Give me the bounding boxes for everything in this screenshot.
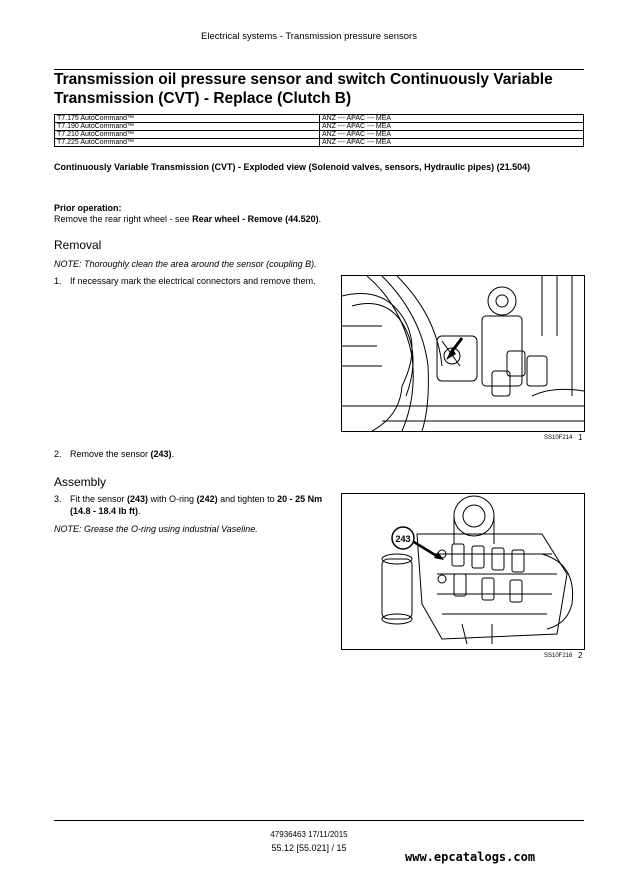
sensor-ref: (243) xyxy=(127,494,149,504)
figure-2 xyxy=(341,493,585,650)
figure-1-number: 1 xyxy=(578,433,583,442)
running-head: Electrical systems - Transmission pressure sensors xyxy=(201,31,417,42)
prior-text: Remove the rear right wheel - see xyxy=(54,214,193,224)
step-3-text xyxy=(70,493,326,517)
table-row xyxy=(55,123,584,131)
region-cell: ANZ --- APAC --- MEA xyxy=(320,139,584,147)
o-ring-ref: (242) xyxy=(196,494,218,504)
step-3-part: Fit the sensor xyxy=(70,494,128,504)
step-number: 3. xyxy=(54,494,62,504)
rear-wheel-link[interactable]: Rear wheel - Remove (44.520) xyxy=(192,214,319,224)
region-cell: ANZ --- APAC --- MEA xyxy=(320,131,584,139)
removal-note: NOTE: Thoroughly clean the area around the sensor (coupling B). xyxy=(54,259,317,269)
step-number: 1. xyxy=(54,276,62,286)
footer-divider xyxy=(54,820,584,821)
figure-1-code: SS10F214 xyxy=(544,435,573,441)
step-2-text xyxy=(70,448,174,460)
removal-heading: Removal xyxy=(54,238,102,252)
prior-operation-label: Prior operation: xyxy=(54,203,122,213)
step-1-text: If necessary mark the electrical connectors and remove them. xyxy=(70,276,316,286)
sensor-ref: (243) xyxy=(150,449,172,459)
step-2-end: . xyxy=(171,449,175,459)
callout-243: 243 xyxy=(395,534,411,544)
region-cell: ANZ --- APAC --- MEA xyxy=(320,115,584,123)
model-cell: T7.210 AutoCommand™ xyxy=(55,131,320,139)
sensor-location-illustration xyxy=(342,276,584,431)
model-cell: T7.225 AutoCommand™ xyxy=(55,139,320,147)
figure-2-code: SS10F216 xyxy=(544,653,573,659)
region-cell: ANZ --- APAC --- MEA xyxy=(320,123,584,131)
step-3-end: . xyxy=(138,506,141,516)
assembly-note: NOTE: Grease the O-ring using industrial Vaseline. xyxy=(54,524,258,534)
torque-value: 20 - 25 Nm (14.8 - 18.4 lb ft) xyxy=(70,494,323,516)
page-number: 55.12 [55.021] / 15 xyxy=(271,843,347,853)
prior-operation-text xyxy=(54,213,321,225)
page-title: Transmission oil pressure sensor and switch Continuously Variable Transmission (CVT) - Replace (Clutch B) xyxy=(54,69,584,108)
step-3-part: and tighten to xyxy=(217,494,278,504)
figure-2-number: 2 xyxy=(578,651,583,660)
step-2-part: Remove the sensor xyxy=(70,449,151,459)
step-3-part: with O-ring xyxy=(148,494,197,504)
model-table xyxy=(54,114,584,147)
prior-text-end: . xyxy=(318,214,322,224)
document-id: 47936463 17/11/2015 xyxy=(270,830,348,839)
table-row xyxy=(55,131,584,139)
valve-block-illustration xyxy=(342,494,584,649)
assembly-heading: Assembly xyxy=(54,475,107,489)
figure-1 xyxy=(341,275,585,432)
reference-link[interactable]: Continuously Variable Transmission (CVT) - Exploded view (Solenoid valves, sensors, Hydraulic pipes) (21.504) xyxy=(54,162,531,172)
step-number: 2. xyxy=(54,449,62,459)
model-cell: T7.175 AutoCommand™ xyxy=(55,115,320,123)
model-cell: T7.190 AutoCommand™ xyxy=(55,123,320,131)
watermark: www.epcatalogs.com xyxy=(405,850,536,864)
table-row xyxy=(55,115,584,123)
table-row xyxy=(55,139,584,147)
